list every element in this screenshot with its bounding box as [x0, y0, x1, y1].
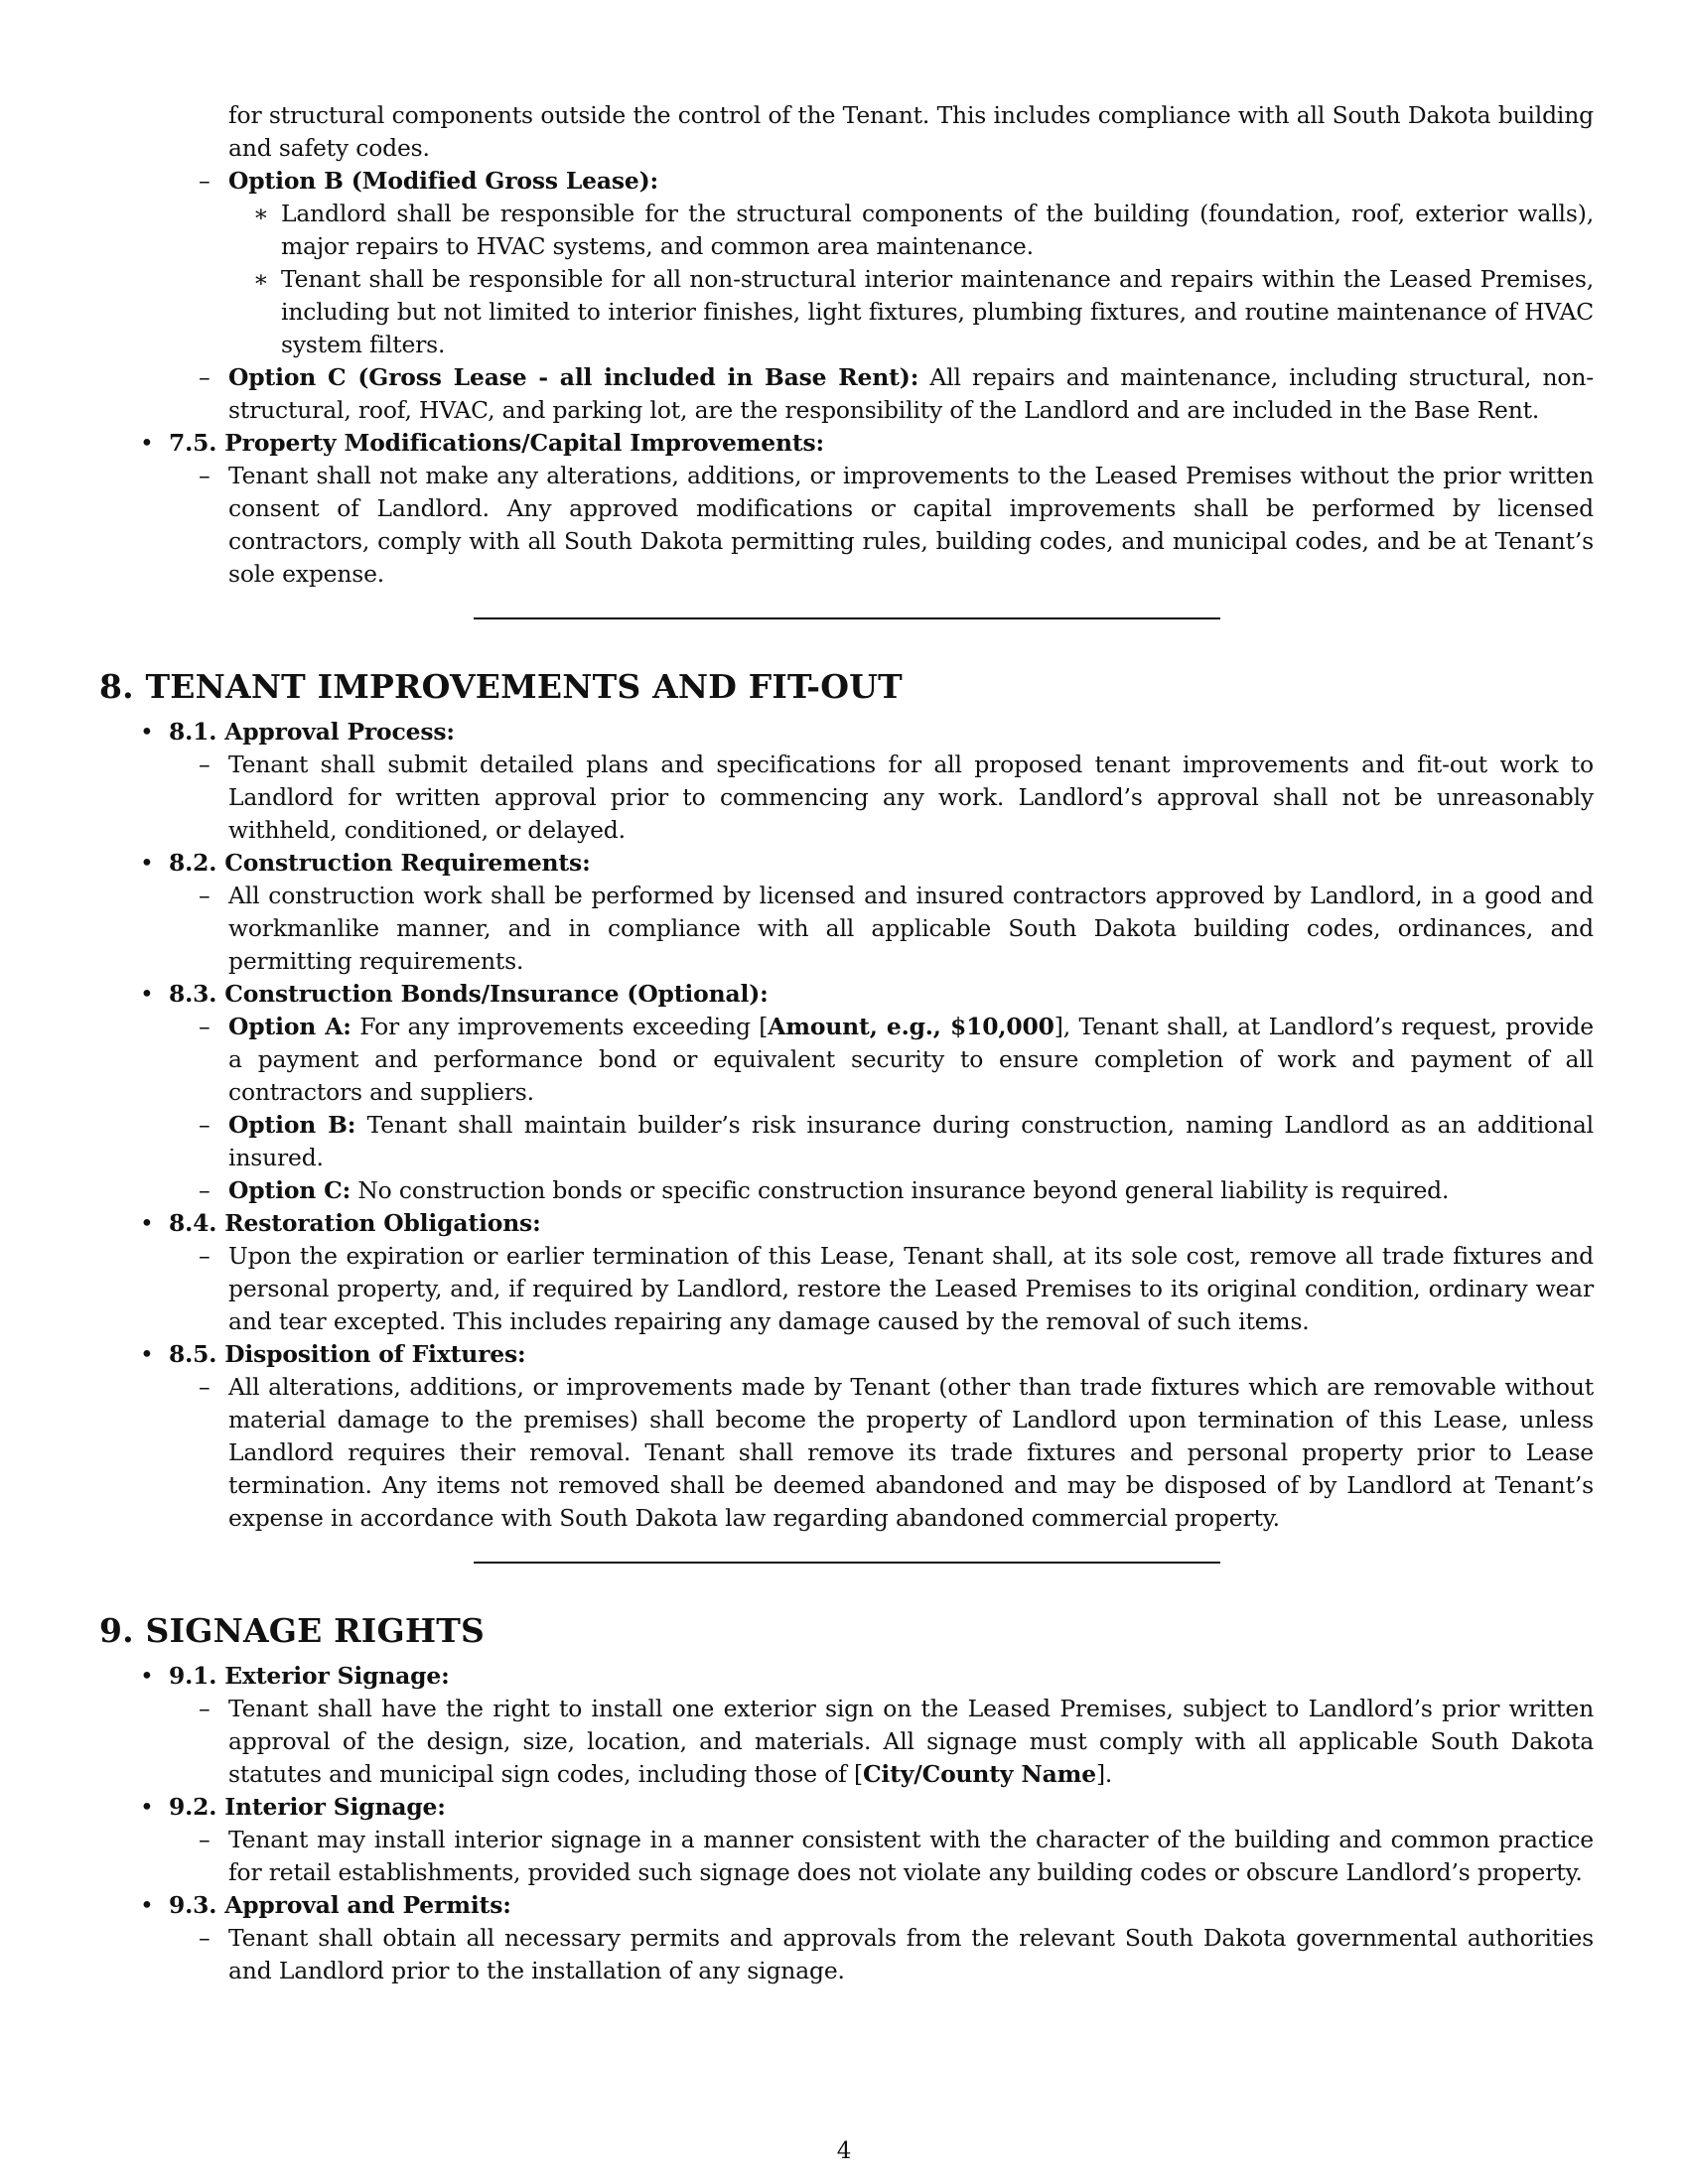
dash-marker: – [199, 1924, 211, 1952]
dash-marker: – [199, 1111, 211, 1139]
subsection-9-3-item [199, 1922, 1594, 1987]
dash-marker: – [199, 1176, 211, 1204]
subsection-heading: 9.1. Exterior Signage: [169, 1662, 450, 1690]
asterisk-marker: ∗ [253, 265, 269, 293]
option-b-subitem [253, 198, 1594, 263]
subsection-8-5-heading [140, 1338, 1594, 1371]
subsection-heading: 8.3. Construction Bonds/Insurance (Optional): [169, 980, 769, 1008]
bullet-marker: • [140, 429, 154, 457]
bullet-marker: • [140, 1793, 154, 1821]
dash-marker: – [199, 882, 211, 909]
paragraph-text: All repairs and maintenance, including structural, non-structural, roof, HVAC, and parking lot, are the responsibility of the Landlord and are included in the Base Rent. [228, 363, 1594, 424]
subsection-7-5-heading [140, 427, 1594, 460]
bullet-marker: • [140, 980, 154, 1008]
section-divider [474, 617, 1220, 619]
bullet-marker: • [140, 1662, 154, 1690]
bullet-marker: • [140, 1891, 154, 1919]
paragraph-text: Tenant shall be responsible for all non-structural interior maintenance and repairs within the Leased Premises, including but not limited to interior finishes, light fixtures, plumbing fixtures, and routine maintenance of HVAC system filters. [281, 265, 1594, 358]
bullet-marker: • [140, 849, 154, 877]
paragraph-text: Tenant shall not make any alterations, additions, or improvements to the Leased Premises without the prior written consent of Landlord. Any approved modifications or capital improvements shall be performed by licensed contractors, comply with all South Dakota permitting rules, building codes, and municipal codes, and be at Tenant’s sole expense. [228, 462, 1594, 588]
subsection-8-3-option-c [199, 1174, 1594, 1207]
paragraph-text: No construction bonds or specific construction insurance beyond general liability is required. [351, 1176, 1450, 1204]
option-label: Option A: [228, 1013, 352, 1040]
section-divider [474, 1562, 1220, 1564]
subsection-8-4-heading [140, 1207, 1594, 1240]
subsection-heading: 9.2. Interior Signage: [169, 1793, 446, 1821]
bullet-marker: • [140, 1209, 154, 1237]
dash-marker: – [199, 167, 211, 195]
dash-marker: – [199, 751, 211, 778]
paragraph-text: ]. [1095, 1760, 1113, 1788]
paragraph-text: Tenant may install interior signage in a manner consistent with the character of the building and common practice for retail establishments, provided such signage does not violate any building codes or obscure Landlord’s property. [228, 1826, 1594, 1886]
paragraph-text: All construction work shall be performed by licensed and insured contractors approved by Landlord, in a good and workmanlike manner, and in compliance with all applicable South Dakota building codes, ordinances, and permitting requirements. [228, 882, 1594, 975]
paragraph-text: Tenant shall obtain all necessary permits and approvals from the relevant South Dakota governmental authorities and Landlord prior to the installation of any signage. [228, 1924, 1594, 1984]
paragraph-text: Upon the expiration or earlier termination of this Lease, Tenant shall, at its sole cost, remove all trade fixtures and personal property, and, if required by Landlord, restore the Leased Premises to its original condition, ordinary wear and tear excepted. This includes repairing any damage caused by the removal of such items. [228, 1242, 1594, 1335]
dash-marker: – [199, 1695, 211, 1722]
paragraph-text: ], Tenant shall, at Landlord’s request, provide a payment and performance bond or equivalent security to ensure completion of work and payment of all contractors and suppliers. [228, 1013, 1594, 1106]
placeholder-amount: Amount, e.g., $10,000 [768, 1013, 1055, 1040]
placeholder-city: City/County Name [862, 1760, 1096, 1788]
section-8-title: 8. TENANT IMPROVEMENTS AND FIT-OUT [99, 667, 903, 706]
option-label: Option B: [228, 1111, 356, 1139]
subsection-9-1-item [199, 1693, 1594, 1791]
option-label: Option B (Modified Gross Lease): [228, 167, 659, 195]
subsection-8-4-item [199, 1240, 1594, 1338]
paragraph-text: Landlord shall be responsible for the structural components of the building (foundation, roof, exterior walls), major repairs to HVAC systems, and common area maintenance. [281, 200, 1594, 260]
bullet-marker: • [140, 718, 154, 746]
option-c-item [199, 361, 1594, 427]
option-a-continuation [228, 99, 1594, 165]
subsection-8-3-option-a [199, 1011, 1594, 1109]
option-label: Option C (Gross Lease - all included in Base Rent): [228, 363, 919, 391]
page-number: 4 [836, 2138, 852, 2164]
dash-marker: – [199, 462, 211, 489]
subsection-8-3-heading [140, 978, 1594, 1011]
subsection-9-2-heading [140, 1791, 1594, 1824]
dash-marker: – [199, 363, 211, 391]
subsection-9-2-item [199, 1824, 1594, 1889]
subsection-8-5-item [199, 1371, 1594, 1535]
subsection-heading: 8.1. Approval Process: [169, 718, 455, 746]
subsection-heading: 9.3. Approval and Permits: [169, 1891, 511, 1919]
option-label: Option C: [228, 1176, 352, 1204]
subsection-8-2-item [199, 880, 1594, 978]
dash-marker: – [199, 1826, 211, 1853]
subsection-heading: 8.2. Construction Requirements: [169, 849, 591, 877]
dash-marker: – [199, 1013, 211, 1040]
option-b-subitem [253, 263, 1594, 361]
option-b-item [199, 165, 1594, 198]
bullet-marker: • [140, 1340, 154, 1368]
section-9-title: 9. SIGNAGE RIGHTS [99, 1611, 485, 1650]
subsection-heading: 8.5. Disposition of Fixtures: [169, 1340, 526, 1368]
subsection-8-2-heading [140, 847, 1594, 880]
dash-marker: – [199, 1242, 211, 1270]
subsection-8-1-heading [140, 716, 1594, 749]
subsection-9-1-heading [140, 1660, 1594, 1693]
subsection-9-3-heading [140, 1889, 1594, 1922]
paragraph-text: Tenant shall have the right to install one exterior sign on the Leased Premises, subject to Landlord’s prior written approval of the design, size, location, and materials. All signage must comply with all applicable South Dakota statutes and municipal sign codes, including those of [ [228, 1695, 1594, 1788]
paragraph-text: Tenant shall maintain builder’s risk insurance during construction, naming Landlord as an additional insured. [228, 1111, 1594, 1171]
subsection-8-3-option-b [199, 1109, 1594, 1174]
document-body [0, 99, 1688, 1987]
paragraph-text: Tenant shall submit detailed plans and specifications for all proposed tenant improvements and fit-out work to Landlord for written approval prior to commencing any work. Landlord’s approval shall not be unreasonably withheld, conditioned, or delayed. [228, 751, 1594, 844]
subsection-heading: 7.5. Property Modifications/Capital Improvements: [169, 429, 825, 457]
subsection-7-5-item [199, 460, 1594, 591]
dash-marker: – [199, 1373, 211, 1401]
paragraph-text: All alterations, additions, or improvements made by Tenant (other than trade fixtures which are removable without material damage to the premises) shall become the property of Landlord upon termination of this Lease, unless Landlord requires their removal. Tenant shall remove its trade fixtures and personal property prior to Lease termination. Any items not removed shall be deemed abandoned and may be disposed of by Landlord at Tenant’s expense in accordance with South Dakota law regarding abandoned commercial property. [228, 1373, 1594, 1532]
paragraph-text: for structural components outside the control of the Tenant. This includes compliance with all South Dakota building and safety codes. [228, 101, 1594, 162]
asterisk-marker: ∗ [253, 200, 269, 227]
subsection-heading: 8.4. Restoration Obligations: [169, 1209, 541, 1237]
subsection-8-1-item [199, 749, 1594, 847]
paragraph-text: For any improvements exceeding [ [351, 1013, 769, 1040]
